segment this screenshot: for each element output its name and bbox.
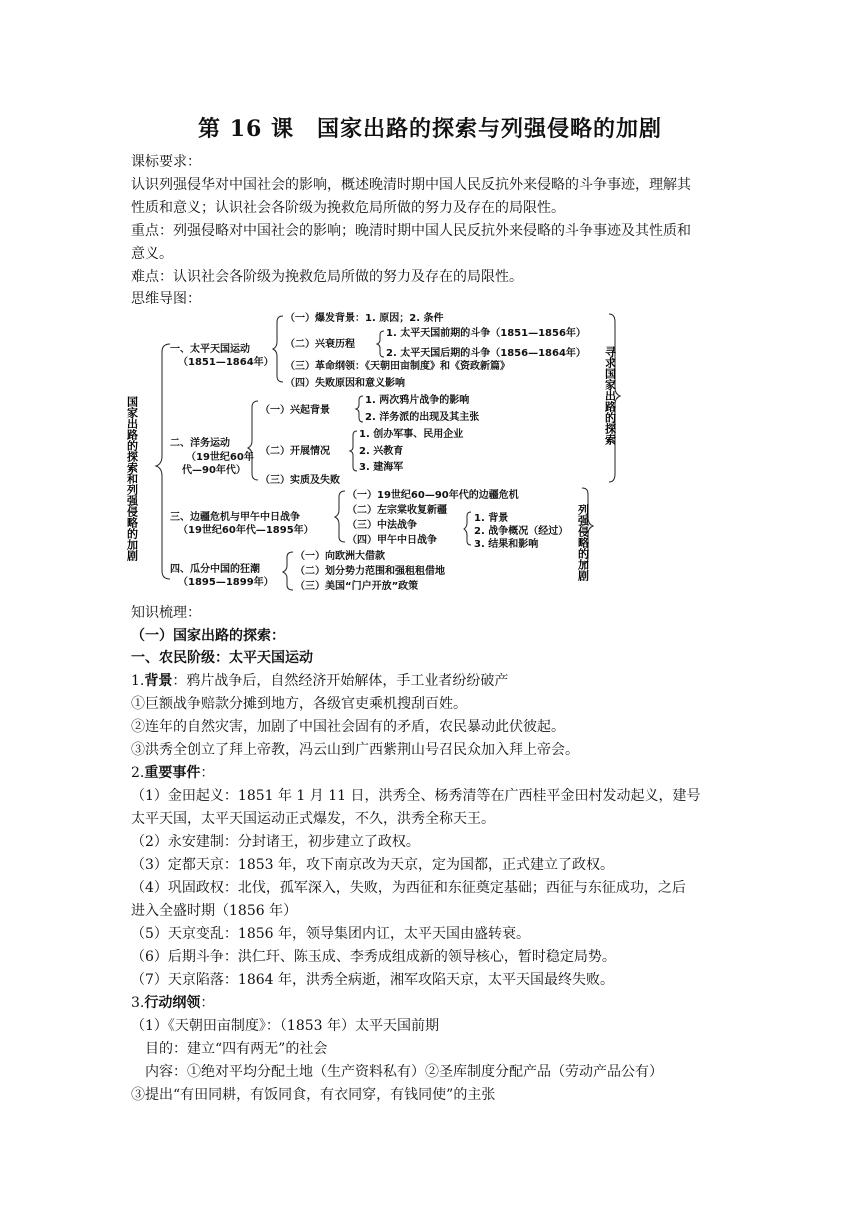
event-4-line-1: （4）巩固政权：北伐，孤军深入，失败，为西征和东征奠定基础；西征与东征成功，之后 bbox=[131, 880, 686, 896]
mindmap-s4-c: （三）美国“门户开放”政策 bbox=[295, 581, 419, 592]
mindmap-s2-a1: 1. 两次鸦片战争的影响 bbox=[365, 395, 470, 406]
mindmap-right-bottom: 列强侵略的加剧 bbox=[576, 504, 590, 581]
mindmap-s3-d: （四）甲午中日战争 bbox=[347, 535, 437, 546]
mindmap-s3-d3: 3. 结果和影响 bbox=[474, 539, 539, 550]
program-1: （1）《天朝田亩制度》：（1853 年）太平天国前期 bbox=[131, 1018, 439, 1034]
key-point-line-2: 意义。 bbox=[131, 246, 173, 262]
mindmap-s3-d1: 1. 背景 bbox=[474, 513, 509, 524]
event-1-line-2: 太平天国，太平天国运动正式爆发，不久，洪秀全称天王。 bbox=[131, 811, 495, 827]
mindmap-s4-title: 四、瓜分中国的狂潮 bbox=[170, 564, 260, 575]
mindmap-s2-b2: 2. 兴教育 bbox=[359, 446, 404, 457]
events-number: 2. bbox=[131, 765, 145, 781]
page-title: 第 16 课 国家出路的探索与列强侵略的加剧 bbox=[198, 116, 662, 142]
mindmap-s3-b: （二）左宗棠收复新疆 bbox=[347, 505, 447, 516]
event-7: （7）天京陷落：1864 年，洪秀全病逝，湘军攻陷天京，太平天国最终失败。 bbox=[131, 972, 614, 988]
requirement-line-2: 性质和意义；认识社会各阶级为挽救危局所做的努力及存在的局限性。 bbox=[131, 200, 565, 216]
background-line bbox=[131, 670, 508, 692]
mindmap-s3-c: （三）中法战争 bbox=[347, 520, 417, 531]
event-2: （2）永安建制：分封诸王，初步建立了政权。 bbox=[131, 834, 420, 850]
program-label: 行动纲领 bbox=[144, 995, 201, 1011]
mindmap-s1-b1: 1. 太平天国前期的斗争（1851—1856年） bbox=[386, 328, 586, 339]
subsection-heading: 一、农民阶级：太平天国运动 bbox=[131, 650, 313, 666]
program-1-content: 内容：①绝对平均分配土地（生产资料私有）②圣库制度分配产品（劳动产品公有） bbox=[145, 1064, 663, 1080]
mind-map bbox=[126, 306, 622, 596]
program-1-point-3: ③提出“有田同耕，有饭同食，有衣同穿，有钱同使”的主张 bbox=[131, 1087, 496, 1103]
key-point-line-1: 重点：列强侵略对中国社会的影响；晚清时期中国人民反抗外来侵略的斗争事迹及其性质和 bbox=[131, 223, 691, 239]
event-4-line-2: 进入全盛时期（1856 年） bbox=[131, 903, 298, 919]
mindmap-s4-b: （二）划分势力范围和强租租借地 bbox=[295, 566, 445, 577]
background-label: 背景 bbox=[144, 673, 173, 689]
section-heading: （一）国家出路的探索： bbox=[131, 628, 285, 644]
mindmap-s3-years: （19世纪60年代—1895年） bbox=[178, 525, 314, 536]
mindmap-s3-title: 三、边疆危机与甲午中日战争 bbox=[170, 512, 300, 523]
mindmap-right-top: 寻求国家出路的探索 bbox=[603, 346, 617, 445]
mindmap-s2-years-2: 代—90年代） bbox=[182, 465, 246, 476]
mindmap-s1-title: 一、太平天国运动 bbox=[170, 344, 250, 355]
event-5: （5）天京变乱：1856 年，领导集团内讧，太平天国由盛转衰。 bbox=[131, 926, 530, 942]
mindmap-s1-b: （二）兴衰历程 bbox=[285, 339, 355, 350]
event-1-line-1: （1）金田起义：1851 年 1 月 11 日，洪秀全、杨秀清等在广西桂平金田村发动起义，建号 bbox=[131, 788, 701, 804]
mindmap-s1-c: （三）革命纲领：《天朝田亩制度》和《资政新篇》 bbox=[285, 361, 510, 372]
mindmap-s2-c: （三）实质及失败 bbox=[260, 475, 340, 486]
mindmap-s2-b3: 3. 建海军 bbox=[359, 462, 404, 473]
event-6: （6）后期斗争：洪仁玕、陈玉成、李秀成组成新的领导核心，暂时稳定局势。 bbox=[131, 949, 616, 965]
mindmap-s2-a: （一）兴起背景 bbox=[260, 405, 330, 416]
mindmap-s4-years: （1895—1899年） bbox=[178, 577, 274, 588]
difficult-point: 难点：认识社会各阶级为挽救危局所做的努力及存在的局限性。 bbox=[131, 269, 523, 285]
mindmap-s4-a: （一）向欧洲大借款 bbox=[295, 551, 385, 562]
mindmap-s1-a: （一）爆发背景：1. 原因；2. 条件 bbox=[285, 313, 444, 324]
background-point-1: ①巨额战争赔款分摊到地方，各级官吏乘机搜刮百姓。 bbox=[131, 696, 467, 712]
program-colon: ： bbox=[200, 995, 215, 1011]
events-label: 重要事件 bbox=[144, 765, 201, 781]
background-text: ：鸦片战争后，自然经济开始解体，手工业者纷纷破产 bbox=[172, 673, 509, 689]
mindmap-s1-b2: 2. 太平天国后期的斗争（1856—1864年） bbox=[386, 348, 586, 359]
background-point-3: ③洪秀全创立了拜上帝教，冯云山到广西紫荆山号召民众加入拜上帝会。 bbox=[131, 742, 579, 758]
mindmap-s2-b1: 1. 创办军事、民用企业 bbox=[359, 429, 464, 440]
events-colon: ： bbox=[200, 765, 215, 781]
mindmap-s2-b: （二）开展情况 bbox=[260, 446, 330, 457]
background-number: 1. bbox=[131, 673, 145, 689]
requirement-line-1: 认识列强侵华对中国社会的影响，概述晚清时期中国人民反抗外来侵略的斗争事迹，理解其 bbox=[131, 177, 691, 193]
program-heading bbox=[131, 992, 214, 1014]
events-heading bbox=[131, 762, 214, 784]
curriculum-label: 课标要求： bbox=[131, 154, 201, 170]
event-3: （3）定都天京：1853 年，攻下南京改为天京，定为国都，正式建立了政权。 bbox=[131, 857, 614, 873]
mindmap-s2-title: 二、洋务运动 bbox=[170, 438, 230, 449]
mindmap-s3-d2: 2. 战争概况（经过） bbox=[474, 526, 569, 537]
mindmap-s2-a2: 2. 洋务派的出现及其主张 bbox=[365, 412, 480, 423]
mindmap-s2-years-1: （19世纪60年 bbox=[186, 452, 254, 463]
background-point-2: ②连年的自然灾害，加剧了中国社会固有的矛盾，农民暴动此伏彼起。 bbox=[131, 719, 565, 735]
mindmap-s3-a: （一）19世纪60—90年代的边疆危机 bbox=[347, 490, 519, 501]
mindmap-s1-years: （1851—1864年） bbox=[178, 357, 274, 368]
mindmap-s1-d: （四）失败原因和意义影响 bbox=[285, 378, 405, 389]
mindmap-root: 国家出路的探索和列强侵略的加剧 bbox=[126, 396, 139, 561]
knowledge-label: 知识梳理： bbox=[131, 605, 201, 621]
program-number: 3. bbox=[131, 995, 145, 1011]
program-1-goal: 目的：建立“四有两无”的社会 bbox=[145, 1041, 328, 1057]
mindmap-label: 思维导图： bbox=[131, 291, 201, 307]
